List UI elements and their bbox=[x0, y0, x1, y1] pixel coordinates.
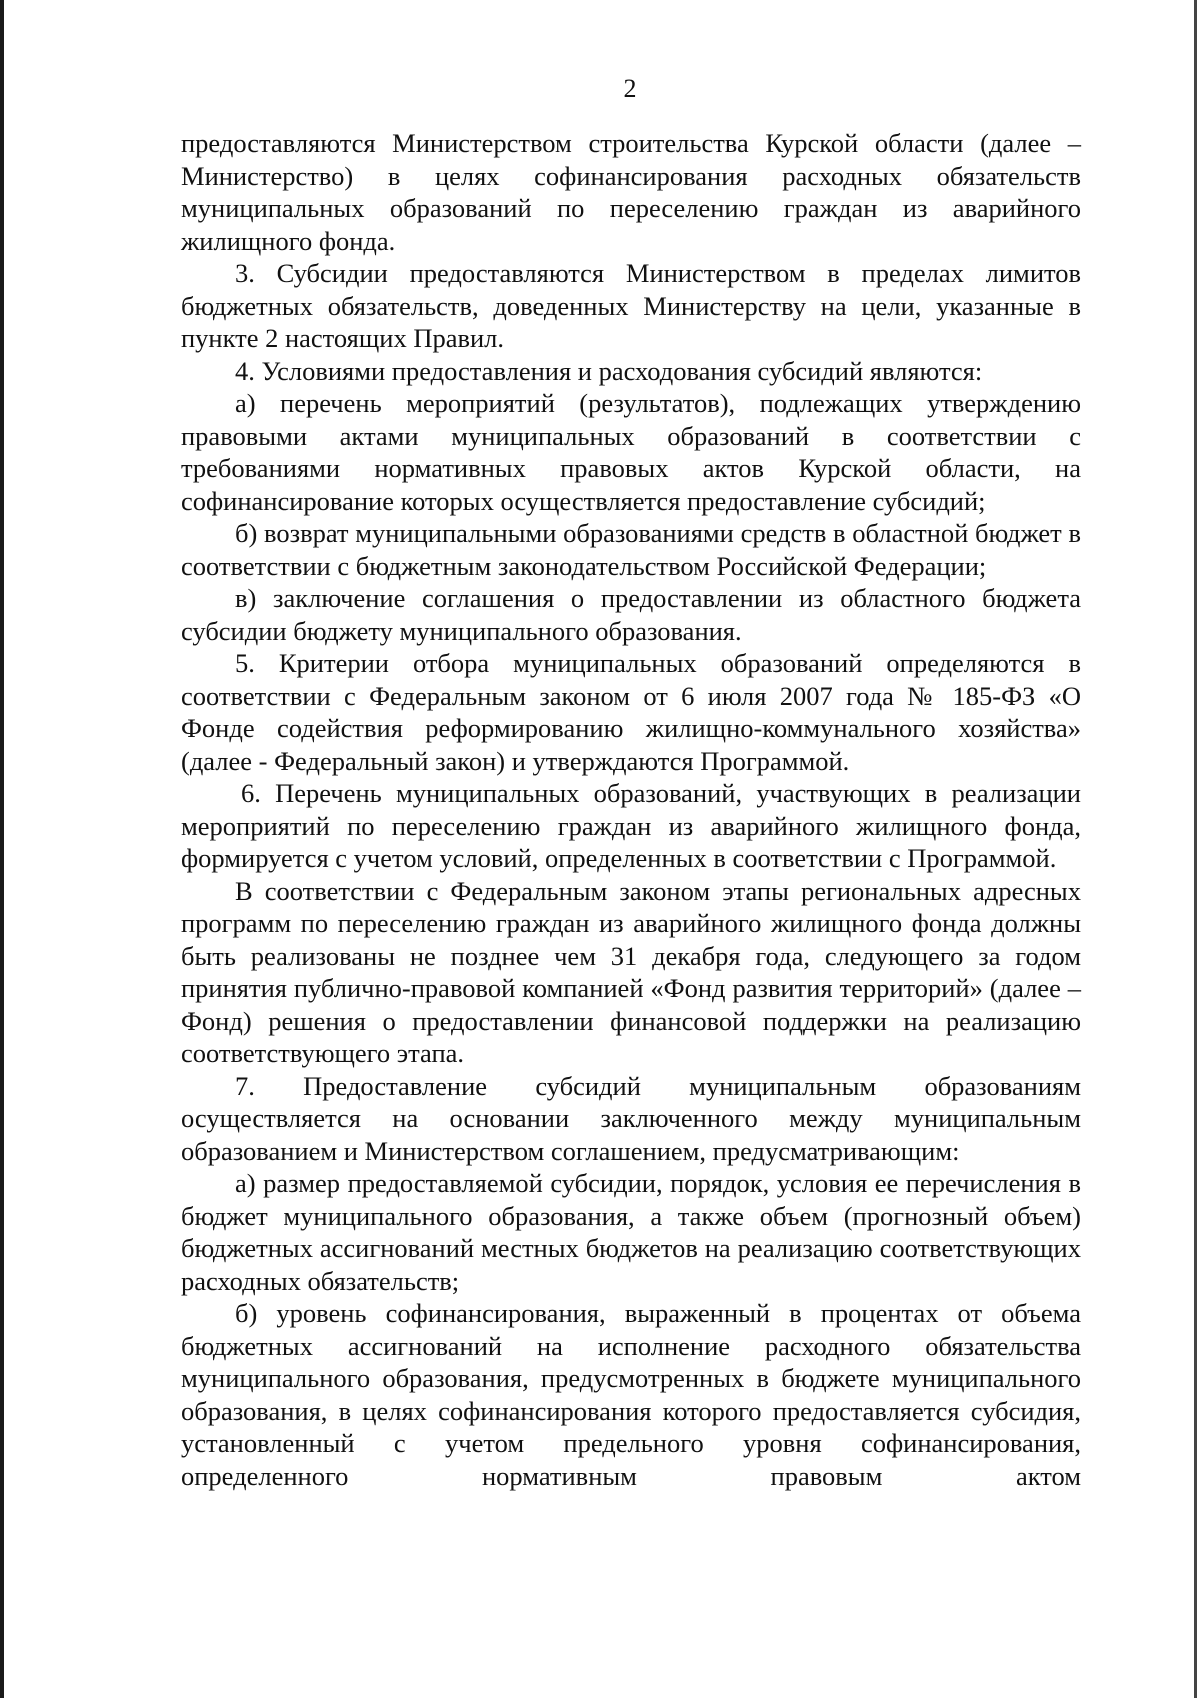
paragraph-clause-4b: б) возврат муниципальными образованиями средств в областной бюджет в соответствии с бюджетным законодательством Российской Федерации; bbox=[181, 518, 1081, 581]
paragraph-clause-7b: б) уровень софинансирования, выраженный в процентах от объема бюджетных ассигнований на исполнение расходного обязательства муниципального образования, предусмотренных в бюджете муниципального образования, в целях софинансирования которого предоставляется субсидия, установленный с учетом предельного уровня софинансирования, определенного нормативным правовым актом bbox=[181, 1298, 1081, 1491]
paragraph-clause-7: 7. Предоставление субсидий муниципальным образованиям осуществляется на основании заключенного между муниципальным образованием и Министерством соглашением, предусматривающим: bbox=[181, 1070, 1081, 1166]
paragraph-clause-7a: а) размер предоставляемой субсидии, порядок, условия ее перечисления в бюджет муниципального образования, а также объем (прогнозный объем) бюджетных ассигнований местных бюджетов на реализацию соответствующих расходных обязательств; bbox=[181, 1168, 1081, 1296]
paragraph-clause-4: 4. Условиями предоставления и расходования субсидий являются: bbox=[235, 355, 983, 386]
paragraph-clause-4c: в) заключение соглашения о предоставлении из областного бюджета субсидии бюджету муниципального образования. bbox=[181, 583, 1081, 646]
document-body bbox=[181, 127, 1081, 1492]
paragraph-clause-3: 3. Субсидии предоставляются Министерством в пределах лимитов бюджетных обязательств, доведенных Министерству на цели, указанные в пункте 2 настоящих Правил. bbox=[181, 258, 1081, 353]
paragraph-clause-5: 5. Критерии отбора муниципальных образований определяются в соответствии с Федеральным законом от 6 июля 2007 года № 185-ФЗ «О Фонде содействия реформированию жилищно-коммунального хозяйства» (далее - Федеральный закон) и утверждаются Программой. bbox=[181, 648, 1081, 776]
scan-border-left bbox=[0, 0, 4, 1698]
scan-border-right bbox=[1194, 0, 1197, 1698]
paragraph-continuation: предоставляются Министерством строительства Курской области (далее – Министерство) в целях софинансирования расходных обязательств муниципальных образований по переселению граждан из аварийного жилищного фонда. bbox=[181, 128, 1081, 256]
paragraph-clause-4a: а) перечень мероприятий (результатов), подлежащих утверждению правовыми актами муниципальных образований в соответствии с требованиями нормативных правовых актов Курской области, на софинансирование которых осуществляется предоставление субсидий; bbox=[181, 388, 1081, 516]
paragraph-clause-6: 6. Перечень муниципальных образований, участвующих в реализации мероприятий по переселению граждан из аварийного жилищного фонда, формируется с учетом условий, определенных в соответствии с Программой. bbox=[181, 778, 1081, 873]
page-number: 2 bbox=[623, 74, 637, 103]
paragraph-clause-6-deadline: В соответствии с Федеральным законом этапы региональных адресных программ по переселению граждан из аварийного жилищного фонда должны быть реализованы не позднее чем 31 декабря года, следующего за годом принятия публично-правовой компанией «Фонд развития территорий» (далее – Фонд) решения о предоставлении финансовой поддержки на реализацию соответствующего этапа. bbox=[181, 875, 1081, 1068]
